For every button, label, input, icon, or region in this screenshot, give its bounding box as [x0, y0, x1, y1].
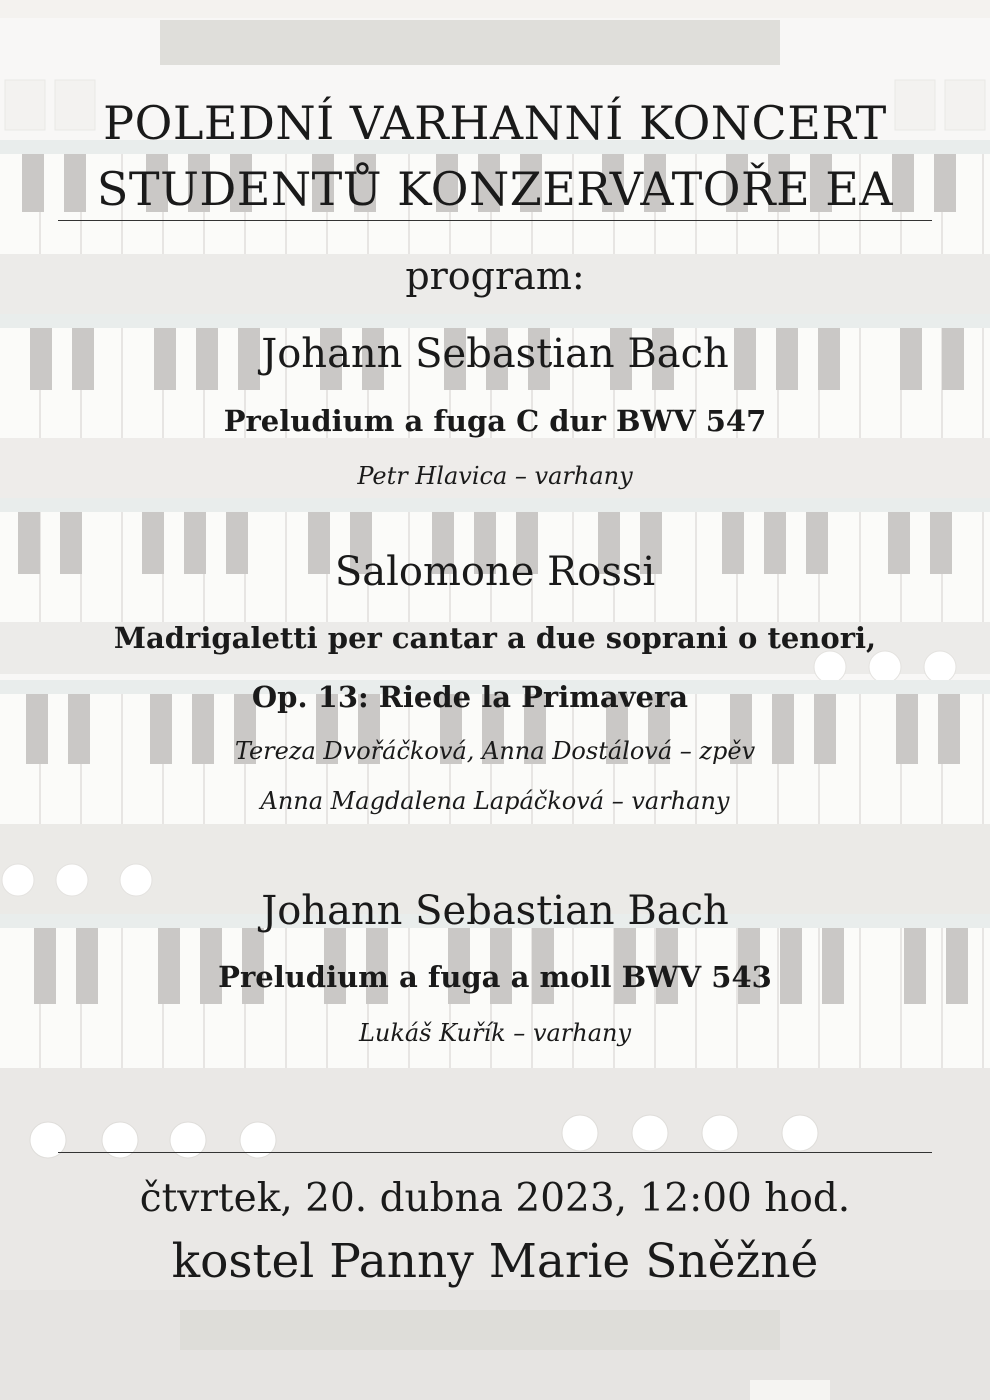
composer-name: Salomone Rossi: [334, 549, 656, 595]
work-title: Preludium a fuga C dur BWV 547: [223, 404, 767, 438]
poster-title-line-2: STUDENTŮ KONZERVATOŘE EA: [96, 162, 894, 216]
poster-title-line-1: POLEDNÍ VARHANNÍ KONCERT: [103, 96, 887, 150]
header-divider: [58, 220, 932, 221]
work-title: Preludium a fuga a moll BWV 543: [218, 960, 772, 994]
performer-credit: Petr Hlavica – varhany: [357, 462, 633, 490]
work-title-continued: Op. 13: Riede la Primavera: [251, 680, 689, 714]
composer-name: Johann Sebastian Bach: [261, 331, 729, 377]
performer-credit: Tereza Dvořáčková, Anna Dostálová – zpěv: [234, 737, 756, 765]
composer-name: Johann Sebastian Bach: [261, 888, 729, 934]
concert-date-time: čtvrtek, 20. dubna 2023, 12:00 hod.: [139, 1176, 851, 1221]
footer-divider: [58, 1152, 932, 1153]
program-heading: program:: [405, 254, 585, 298]
performer-credit: Anna Magdalena Lapáčková – varhany: [260, 787, 730, 815]
work-title: Madrigaletti per cantar a due soprani o tenori,: [113, 621, 877, 655]
performer-credit: Lukáš Kuřík – varhany: [358, 1019, 632, 1047]
concert-venue: kostel Panny Marie Sněžné: [171, 1234, 819, 1289]
